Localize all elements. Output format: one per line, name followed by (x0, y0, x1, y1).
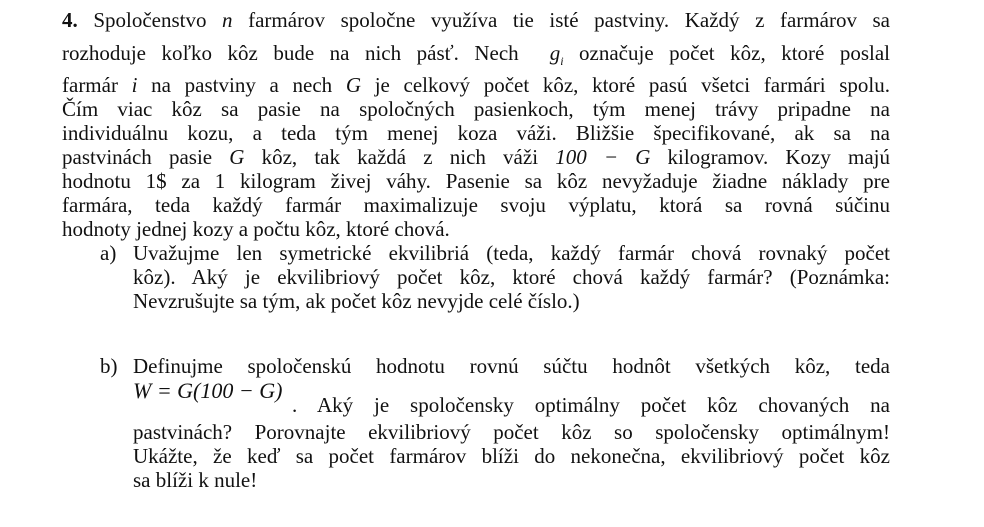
math-var: i (131, 73, 138, 97)
text-line (62, 73, 890, 97)
text-line: kôz). Aký je ekvilibriový počet kôz, ktoré chová každý farmár? (Poznámka: (133, 265, 890, 289)
text-line: Definujme spoločenskú hodnotu rovnú súčtu hodnôt všetkých kôz, teda (133, 354, 890, 378)
text-line (62, 145, 890, 169)
part-a-label: a) (100, 241, 117, 265)
text-line: sa blíži k nule! (133, 468, 258, 492)
text-line: pastvinách? Porovnajte ekvilibriový počet kôz so spoločensky optimálnym! (133, 420, 890, 444)
text-line: . Aký je spoločensky optimálny počet kôz chovaných na (292, 393, 890, 417)
text: Spoločenstvo (93, 8, 223, 32)
text-line: Ukážte, že keď sa počet farmárov blíži do nekonečna, ekvilibriový počet kôz (133, 444, 890, 468)
text: označuje počet kôz, ktoré poslal (563, 41, 891, 65)
math-subscript: i (560, 54, 564, 68)
math-expression: 100 − G (555, 145, 651, 169)
math-var: g (549, 41, 561, 65)
math-var: n (222, 8, 233, 32)
text: rozhoduje koľko kôz bude na nich pásť. Nech (62, 41, 535, 65)
text: kilogramov. Kozy majú (650, 145, 891, 169)
text: je celkový počet kôz, ktoré pasú všetci farmári spolu. (361, 73, 890, 97)
text-line (62, 8, 890, 32)
text-line: Nevzrušujte sa tým, ak počet kôz nevyjde celé číslo.) (133, 289, 580, 313)
text-line: individuálnu kozu, a teda tým menej koza váži. Bližšie špecifikované, ak sa na (62, 121, 890, 145)
text: pastvinách pasie (62, 145, 230, 169)
text-line: farmára, teda každý farmár maximalizuje svoju výplatu, ktorá sa rovná súčinu (62, 193, 890, 217)
text: kôz, tak každá z nich váži (244, 145, 556, 169)
text-line: Uvažujme len symetrické ekvilibriá (teda, každý farmár chová rovnaký počet (133, 241, 890, 265)
text-line: hodnoty jednej kozy a počtu kôz, ktoré chová. (62, 217, 450, 241)
math-var: G (345, 73, 362, 97)
text-line (62, 41, 890, 73)
text-line: Čím viac kôz sa pasie na spoločných pasienkoch, tým menej trávy pripadne na (62, 97, 890, 121)
text: farmárov spoločne využíva tie isté pastviny. Každý z farmárov sa (232, 8, 891, 32)
text: farmár (62, 73, 132, 97)
text-line: hodnotu 1$ za 1 kilogram živej váhy. Pasenie sa kôz nevyžaduje žiadne náklady pre (62, 169, 890, 193)
part-b-label: b) (100, 354, 118, 378)
problem-number: 4. (62, 8, 78, 32)
math-expression: W = G(100 − G) (133, 378, 283, 403)
math-var: G (229, 145, 245, 169)
text: na pastviny a nech (137, 73, 346, 97)
